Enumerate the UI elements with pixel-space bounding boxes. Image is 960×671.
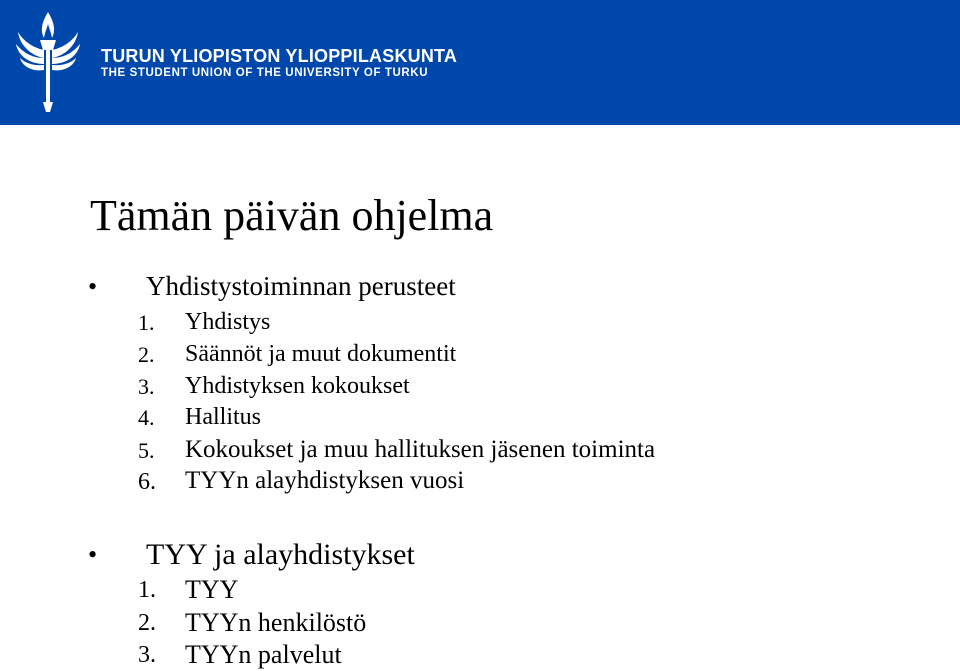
- bullet-icon: •: [88, 272, 98, 301]
- list-item: TYY: [185, 575, 239, 604]
- item-number: 3.: [138, 374, 155, 399]
- item-number: 2.: [138, 342, 155, 367]
- org-name-fi: TURUN YLIOPISTON YLIOPPILASKUNTA: [101, 46, 458, 66]
- header-banner: [0, 0, 960, 125]
- item-number: 5.: [138, 438, 155, 463]
- list-item: Yhdistys: [185, 309, 271, 335]
- org-name-en: THE STUDENT UNION OF THE UNIVERSITY OF TURKU: [101, 67, 429, 79]
- list-item: TYYn henkilöstö: [185, 608, 367, 637]
- list-item: Säännöt ja muut dokumentit: [185, 341, 457, 367]
- list-item: TYYn palvelut: [185, 640, 342, 669]
- section-title: TYY ja alayhdistykset: [146, 538, 415, 571]
- torch-emblem-logo: [14, 10, 82, 114]
- bullet-icon: •: [88, 540, 98, 569]
- list-item: Kokoukset ja muu hallituksen jäsenen toiminta: [185, 436, 656, 463]
- list-item: TYYn alayhdistyksen vuosi: [185, 467, 465, 494]
- section-title: Yhdistystoiminnan perusteet: [146, 271, 456, 301]
- item-number: 6.: [138, 469, 156, 495]
- item-number: 1.: [138, 577, 156, 603]
- list-item: Yhdistyksen kokoukset: [185, 373, 410, 399]
- item-number: 3.: [138, 642, 156, 668]
- list-item: Hallitus: [185, 404, 261, 430]
- slide-title: Tämän päivän ohjelma: [90, 191, 494, 240]
- item-number: 1.: [138, 310, 155, 335]
- item-number: 4.: [138, 405, 155, 430]
- item-number: 2.: [138, 610, 156, 636]
